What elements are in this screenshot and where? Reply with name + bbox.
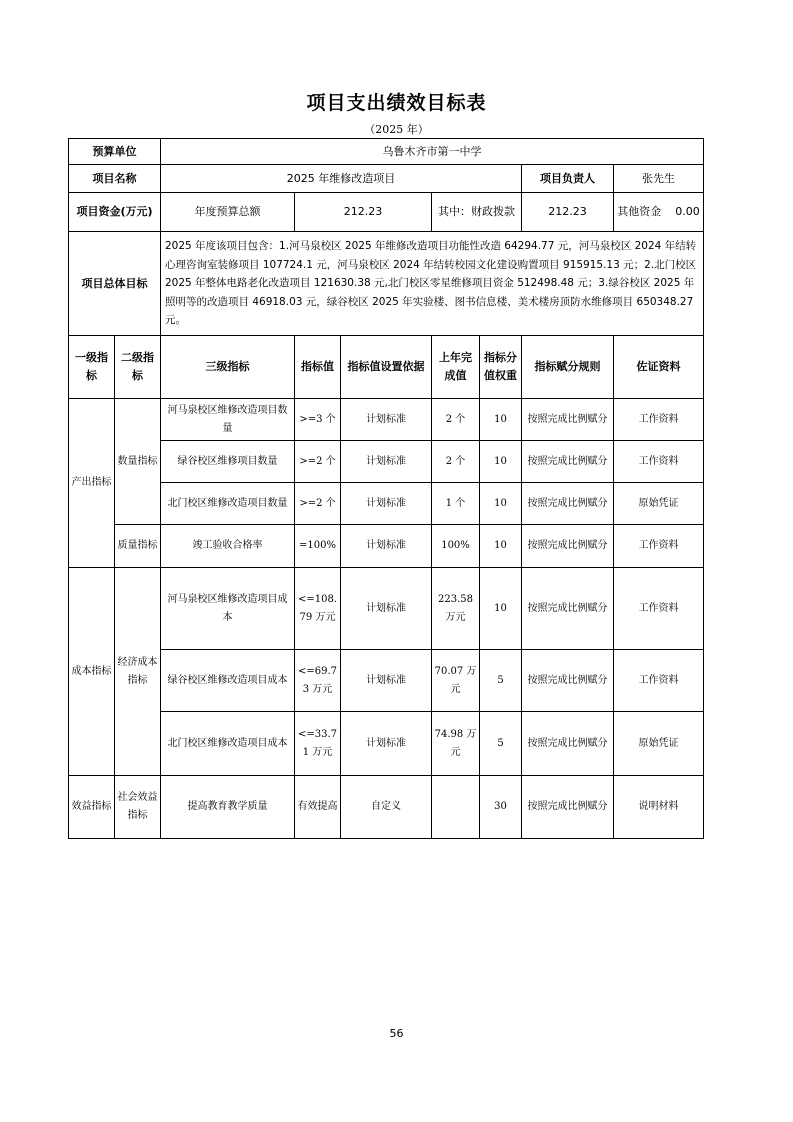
row-last xyxy=(432,776,480,839)
budget-unit-label: 预算单位 xyxy=(69,139,161,165)
annual-budget-label: 年度预算总额 xyxy=(161,193,295,232)
row-last: 2 个 xyxy=(432,441,480,483)
performance-goal-table xyxy=(68,138,704,839)
group-benefit: 效益指标 xyxy=(69,776,115,839)
row-basis: 计划标准 xyxy=(341,399,432,441)
row-evidence: 原始凭证 xyxy=(614,483,704,525)
group-output: 产出指标 xyxy=(69,399,115,568)
row-basis: 自定义 xyxy=(341,776,432,839)
other-funds-label: 其他资金 xyxy=(617,205,662,218)
page-title: 项目支出绩效目标表 xyxy=(306,92,487,114)
project-name-label: 项目名称 xyxy=(69,165,161,193)
row-weight: 5 xyxy=(480,712,522,776)
budget-unit-value: 乌鲁木齐市第一中学 xyxy=(161,139,704,165)
header-l3: 三级指标 xyxy=(161,336,295,399)
project-owner-label: 项目负责人 xyxy=(522,165,614,193)
row-last: 223.58 万元 xyxy=(432,568,480,650)
header-basis: 指标值设置依据 xyxy=(341,336,432,399)
row-value: >=3 个 xyxy=(295,399,341,441)
row-last: 74.98 万元 xyxy=(432,712,480,776)
row-weight: 10 xyxy=(480,568,522,650)
row-evidence: 原始凭证 xyxy=(614,712,704,776)
header-l1: 一级指标 xyxy=(69,336,115,399)
row-l3: 河马泉校区维修改造项目数量 xyxy=(161,399,295,441)
row-last: 70.07 万元 xyxy=(432,650,480,712)
row-rule: 按照完成比例赋分 xyxy=(522,525,614,568)
row-weight: 10 xyxy=(480,483,522,525)
row-value: >=2 个 xyxy=(295,483,341,525)
row-basis: 计划标准 xyxy=(341,568,432,650)
project-name-value: 2025 年维修改造项目 xyxy=(161,165,522,193)
project-owner-value: 张先生 xyxy=(614,165,704,193)
group-quality: 质量指标 xyxy=(115,525,161,568)
row-value: <=69.73 万元 xyxy=(295,650,341,712)
header-rule: 指标赋分规则 xyxy=(522,336,614,399)
header-weight: 指标分值权重 xyxy=(480,336,522,399)
group-social: 社会效益指标 xyxy=(115,776,161,839)
row-l3: 北门校区维修改造项目成本 xyxy=(161,712,295,776)
group-cost: 成本指标 xyxy=(69,568,115,776)
row-rule: 按照完成比例赋分 xyxy=(522,776,614,839)
group-quantity: 数量指标 xyxy=(115,399,161,525)
header-value: 指标值 xyxy=(295,336,341,399)
row-l3: 北门校区维修改造项目数量 xyxy=(161,483,295,525)
other-funds-value xyxy=(614,193,704,232)
row-basis: 计划标准 xyxy=(341,441,432,483)
row-weight: 5 xyxy=(480,650,522,712)
annual-budget-value: 212.23 xyxy=(295,193,432,232)
row-weight: 10 xyxy=(480,441,522,483)
row-evidence: 工作资料 xyxy=(614,650,704,712)
row-value: 有效提高 xyxy=(295,776,341,839)
group-economic: 经济成本指标 xyxy=(115,568,161,776)
row-value: =100% xyxy=(295,525,341,568)
row-weight: 30 xyxy=(480,776,522,839)
funds-label: 项目资金(万元) xyxy=(69,193,161,232)
row-basis: 计划标准 xyxy=(341,650,432,712)
row-rule: 按照完成比例赋分 xyxy=(522,712,614,776)
row-value: <=108.79 万元 xyxy=(295,568,341,650)
header-evidence: 佐证资料 xyxy=(614,336,704,399)
row-value: <=33.71 万元 xyxy=(295,712,341,776)
row-l3: 提高教育教学质量 xyxy=(161,776,295,839)
year-label: （2025 年） xyxy=(364,123,429,136)
page-number: 56 xyxy=(389,1027,404,1040)
row-rule: 按照完成比例赋分 xyxy=(522,441,614,483)
goal-text: 2025 年度该项目包含：1.河马泉校区 2025 年维修改造项目功能性改造 64294.77 元，河马泉校区 2024 年结转心理咨询室装修项目 107724.1 元，河马泉校区 2024 年结转校园文化建设购置项目 915915.13 元；2.北门校区 2025 年整体电路老化改造项目 121630.38 元,北门校区零星维修项目资金 512498.48 元；3.绿谷校区 2025 年照明等的改造项目 46918.03 元，绿谷校区 2025 年实验楼、图书信息楼、美术楼房顶防水维修项目 650348.27 元。 xyxy=(161,232,704,336)
row-l3: 绿谷校区维修项目数量 xyxy=(161,441,295,483)
row-last: 2 个 xyxy=(432,399,480,441)
row-rule: 按照完成比例赋分 xyxy=(522,483,614,525)
row-basis: 计划标准 xyxy=(341,483,432,525)
row-rule: 按照完成比例赋分 xyxy=(522,568,614,650)
row-l3: 竣工验收合格率 xyxy=(161,525,295,568)
goal-label: 项目总体目标 xyxy=(69,232,161,336)
header-l2: 二级指标 xyxy=(115,336,161,399)
row-last: 1 个 xyxy=(432,483,480,525)
row-l3: 绿谷校区维修改造项目成本 xyxy=(161,650,295,712)
row-l3: 河马泉校区维修改造项目成本 xyxy=(161,568,295,650)
row-last: 100% xyxy=(432,525,480,568)
other-funds-amount: 0.00 xyxy=(675,205,700,218)
row-basis: 计划标准 xyxy=(341,525,432,568)
header-last: 上年完成值 xyxy=(432,336,480,399)
row-evidence: 工作资料 xyxy=(614,568,704,650)
fiscal-value: 212.23 xyxy=(522,193,614,232)
row-evidence: 工作资料 xyxy=(614,525,704,568)
row-evidence: 工作资料 xyxy=(614,399,704,441)
row-value: >=2 个 xyxy=(295,441,341,483)
row-basis: 计划标准 xyxy=(341,712,432,776)
fiscal-label: 其中：财政拨款 xyxy=(432,193,522,232)
row-evidence: 工作资料 xyxy=(614,441,704,483)
row-evidence: 说明材料 xyxy=(614,776,704,839)
row-weight: 10 xyxy=(480,525,522,568)
row-weight: 10 xyxy=(480,399,522,441)
row-rule: 按照完成比例赋分 xyxy=(522,399,614,441)
row-rule: 按照完成比例赋分 xyxy=(522,650,614,712)
